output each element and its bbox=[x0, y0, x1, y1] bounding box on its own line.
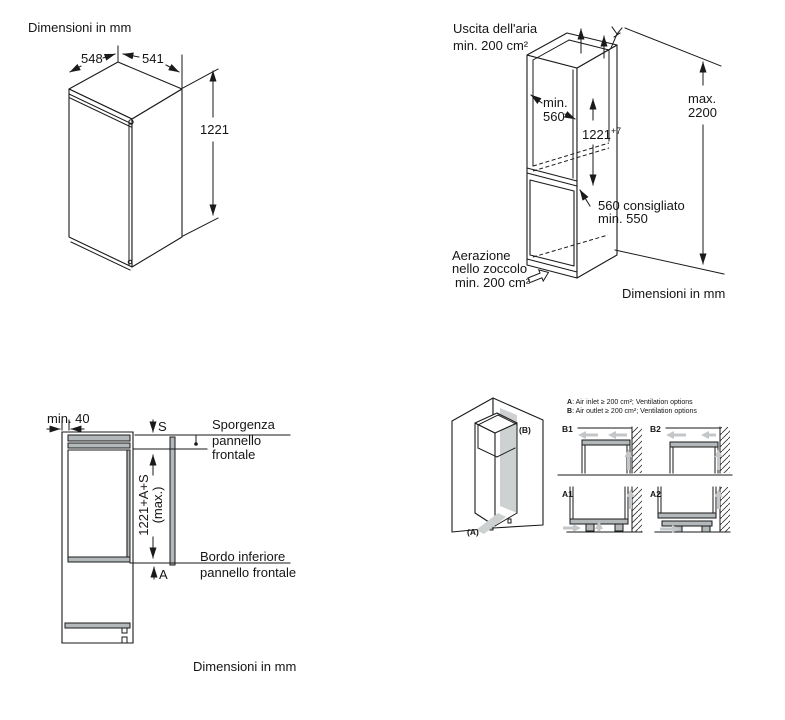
plinth-vent-label-1: Aerazione bbox=[452, 248, 511, 263]
option-a2-drawing bbox=[650, 487, 730, 533]
wall-hatch bbox=[632, 427, 642, 473]
niche-depth-label-2: min. 550 bbox=[598, 211, 648, 226]
max-height-label-1: max. bbox=[688, 91, 717, 106]
wall-hatch bbox=[720, 487, 730, 532]
stack-dimension-label-1: 1221+A+S bbox=[136, 474, 151, 536]
a-label: A bbox=[159, 567, 168, 582]
inlet-ref-label: (A) bbox=[467, 527, 479, 537]
bottom-edge-label-2: pannello frontale bbox=[200, 565, 297, 580]
max-height-label-2: 2200 bbox=[688, 105, 717, 120]
overhang-label-3: frontale bbox=[212, 447, 256, 462]
plinth-vent-label-3: min. 200 cm² bbox=[455, 275, 531, 290]
option-a1-drawing bbox=[562, 487, 642, 532]
cabinet-column-drawing bbox=[527, 33, 617, 278]
height-dimension-label: 1221 bbox=[200, 122, 229, 137]
wall-hatch bbox=[720, 427, 730, 473]
legend-air-outlet: B: Air outlet ≥ 200 cm²; Ventilation options bbox=[567, 408, 697, 415]
overhang-label-1: Sporgenza bbox=[212, 417, 275, 432]
panel2-units: Dimensioni in mm bbox=[622, 286, 726, 301]
appliance-dimensions-diagram bbox=[25, 12, 255, 280]
stack-dimension-label-2: (max.) bbox=[150, 486, 165, 524]
niche-3d-drawing bbox=[452, 398, 543, 534]
gap-label: min. 40 bbox=[47, 411, 90, 426]
panel3-units: Dimensioni in mm bbox=[193, 659, 297, 674]
option-b2-drawing bbox=[650, 424, 730, 473]
cabinet-side-view bbox=[62, 432, 133, 643]
niche-dimensions-diagram bbox=[440, 8, 780, 310]
bottom-edge-label-1: Bordo inferiore bbox=[200, 549, 286, 564]
overhang-label-2: pannello bbox=[212, 433, 262, 448]
option-a2-label: A2 bbox=[650, 489, 661, 499]
width-dimension-label: 541 bbox=[142, 51, 164, 66]
fridge-isometric-drawing bbox=[69, 62, 182, 270]
wall-hatch bbox=[632, 487, 642, 532]
air-outlet-label-2: min. 200 cm² bbox=[453, 38, 529, 53]
s-label: S bbox=[158, 419, 167, 434]
option-a1-label: A1 bbox=[562, 489, 573, 499]
option-b1-label: B1 bbox=[562, 424, 573, 434]
legend-air-inlet: A: Air inlet ≥ 200 cm²; Ventilation options bbox=[567, 399, 693, 406]
option-b2-label: B2 bbox=[650, 424, 661, 434]
front-panel-diagram bbox=[35, 398, 335, 685]
appliance-door bbox=[68, 450, 127, 560]
niche-width-label-1: min. bbox=[543, 95, 568, 110]
niche-height-label: $1221^{+7}$ bbox=[582, 126, 622, 142]
depth-dimension-label: 548 bbox=[81, 51, 103, 66]
panel1-title: Dimensioni in mm bbox=[28, 20, 132, 35]
outlet-ref-label: (B) bbox=[519, 425, 531, 435]
niche-width-label-2: 560 bbox=[543, 109, 565, 124]
front-panel-bar bbox=[170, 437, 175, 565]
plinth-vent-label-2: nello zoccolo bbox=[452, 261, 528, 276]
niche-depth-label-1: 560 consigliato bbox=[598, 198, 685, 213]
option-b1-drawing bbox=[562, 424, 642, 473]
ventilation-options-diagram bbox=[440, 385, 785, 550]
air-outlet-label-1: Uscita dell'aria bbox=[453, 21, 538, 36]
